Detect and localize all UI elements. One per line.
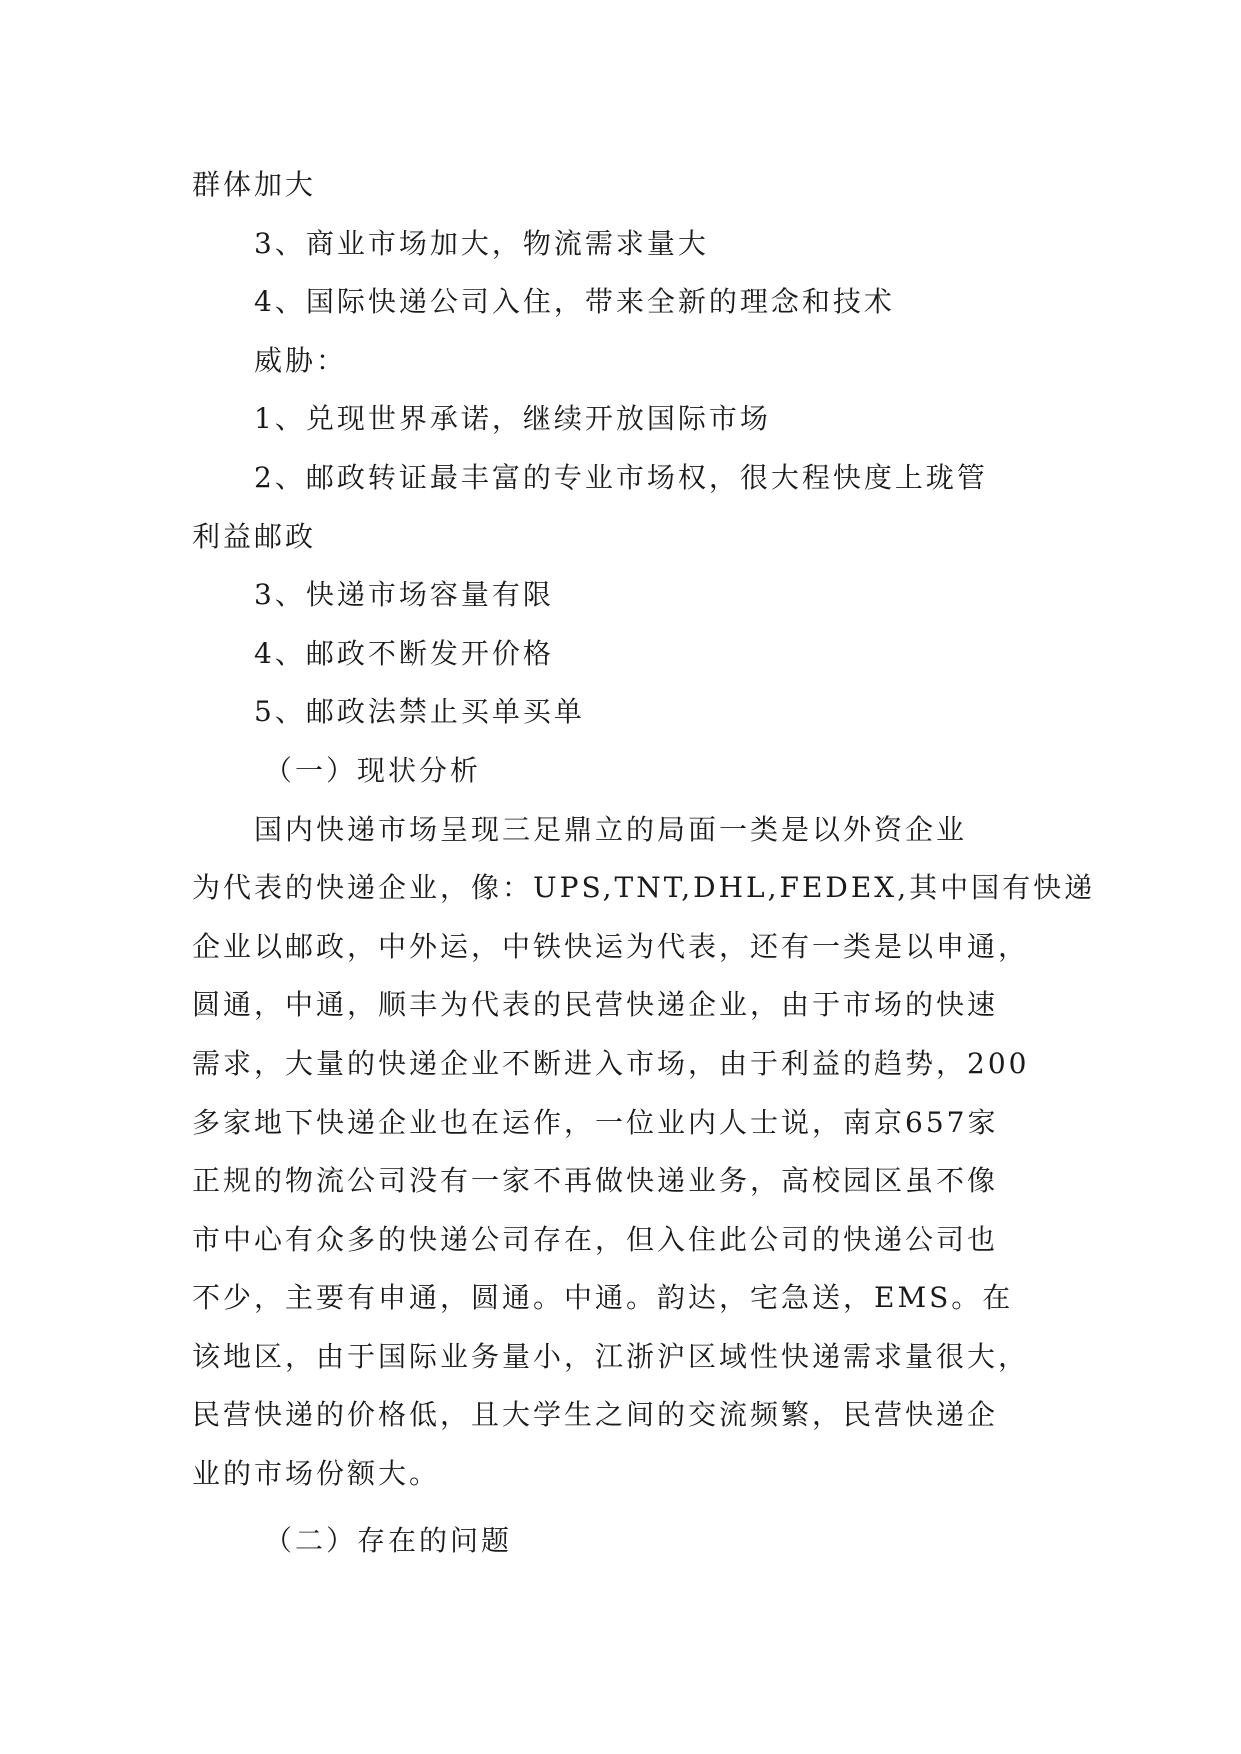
paragraph-line: 圆通，中通，顺丰为代表的民营快递企业，由于市场的快速 [192, 988, 999, 1022]
paragraph-line: 不少，主要有申通，圆通。中通。韵达，宅急送，EMS。在 [192, 1281, 1014, 1315]
document-body [192, 156, 1096, 1570]
list-item: 2、邮政转证最丰富的专业市场权，很大程快度上珑管 [254, 460, 988, 494]
paragraph-line: 正规的物流公司没有一家不再做快递业务，高校园区虽不像 [192, 1164, 999, 1198]
paragraph-line: 利益邮政 [192, 519, 317, 553]
paragraph-line: 民营快递的价格低，且大学生之间的交流频繁，民营快递企 [192, 1398, 999, 1432]
paragraph-line: 企业以邮政，中外运，中铁快运为代表，还有一类是以申通， [192, 929, 1030, 963]
paragraph-gap [192, 1504, 1052, 1512]
paragraph-line: 业的市场份额大。 [192, 1457, 441, 1491]
paragraph-line: 该地区，由于国际业务量小，江浙沪区域性快递需求量很大， [192, 1339, 1030, 1373]
list-item: 1、兑现世界承诺，继续开放国际市场 [254, 402, 771, 436]
list-item: 5、邮政法禁止买单买单 [254, 695, 585, 729]
paragraph-line: 群体加大 [192, 168, 317, 201]
paragraph-line: 国内快递市场呈现三足鼎立的局面一类是以外资企业 [254, 812, 968, 846]
section-heading: （二）存在的问题 [264, 1523, 513, 1557]
paragraph-line: 需求，大量的快递企业不断进入市场，由于利益的趋势，200 [192, 1046, 1030, 1080]
paragraph-line: 市中心有众多的快递公司存在，但入住此公司的快递公司也 [192, 1222, 999, 1256]
list-item: 4、邮政不断发开价格 [254, 636, 554, 670]
section-heading: （一）现状分析 [264, 753, 482, 787]
list-item: 3、快递市场容量有限 [254, 578, 554, 612]
paragraph-line: 多家地下快递企业也在运作，一位业内人士说，南京657家 [192, 1105, 999, 1139]
paragraph-line: 为代表的快递企业，像：UPS,TNT,DHL,FEDEX,其中国有快递 [192, 871, 1096, 905]
section-label: 威胁： [254, 343, 348, 377]
list-item: 4、国际快递公司入住，带来全新的理念和技术 [254, 285, 895, 319]
list-item: 3、商业市场加大，物流需求量大 [254, 226, 709, 260]
